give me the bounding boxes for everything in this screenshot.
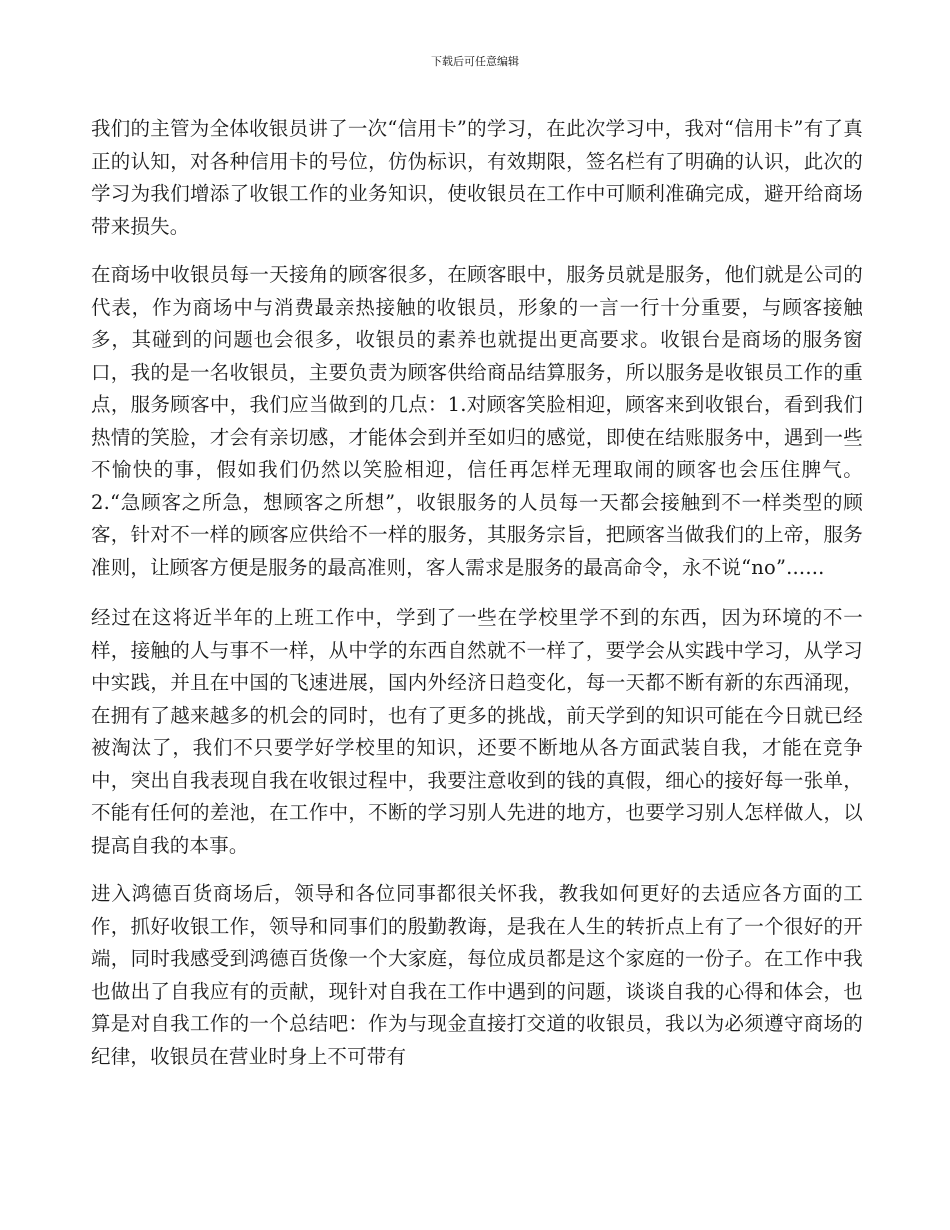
document-body — [91, 113, 863, 1089]
paragraph-2: 在商场中收银员每一天接角的顾客很多，在顾客眼中，服务员就是服务，他们就是公司的代表，作为商场中与消费最亲热接触的收银员，形象的一言一行十分重要，与顾客接触多，其碰到的问题也会很多，收银员的素养也就提出更高要求。收银台是商场的服务窗口，我的是一名收银员，主要负责为顾客供给商品结算服务，所以服务是收银员工作的重点，服务顾客中，我们应当做到的几点：1.对顾客笑脸相迎，顾客来到收银台，看到我们热情的笑脸，才会有亲切感，才能体会到并至如归的感觉，即使在结账服务中，遇到一些不愉快的事，假如我们仍然以笑脸相迎，信任再怎样无理取闹的顾客也会压住脾气。2.“急顾客之所急，想顾客之所想”，收银服务的人员每一天都会接触到不一样类型的顾客，针对不一样的顾客应供给不一样的服务，其服务宗旨，把顾客当做我们的上帝，服务准则，让顾客方便是服务的最高准则，客人需求是服务的最高命令，永不说“no”...... — [91, 263, 863, 579]
paragraph-1: 我们的主管为全体收银员讲了一次“信用卡”的学习，在此次学习中，我对“信用卡”有了真正的认知，对各种信用卡的号位，仿伪标识，有效期限，签名栏有了明确的认识，此次的学习为我们增添了收银工作的业务知识，使收银员在工作中可顺利准确完成，避开给商场带来损失。 — [91, 117, 863, 238]
paragraph-3: 经过在这将近半年的上班工作中，学到了一些在学校里学不到的东西，因为环境的不一样，接触的人与事不一样，从中学的东西自然就不一样了，要学会从实践中学习，从学习中实践，并且在中国的飞速进展，国内外经济日趋变化，每一天都不断有新的东西涌现，在拥有了越来越多的机会的同时，也有了更多的挑战，前天学到的知识可能在今日就已经被淘汰了，我们不只要学好学校里的知识，还要不断地从各方面武装自我，才能在竞争中，突出自我表现自我在收银过程中，我要注意收到的钱的真假，细心的接好每一张单，不能有任何的差池，在工作中，不断的学习别人先进的地方，也要学习别人怎样做人，以提高自我的本事。 — [91, 606, 863, 857]
paragraph-4: 进入鸿德百货商场后，领导和各位同事都很关怀我，教我如何更好的去适应各方面的工作，抓好收银工作，领导和同事们的殷勤教诲，是我在人生的转折点上有了一个很好的开端，同时我感受到鸿德百货像一个大家庭，每位成员都是这个家庭的一份子。在工作中我也做出了自我应有的贡献，现针对自我在工作中遇到的问题，谈谈自我的心得和体会，也算是对自我工作的一个总结吧：作为与现金直接打交道的收银员，我以为必须遵守商场的纪律，收银员在营业时身上不可带有 — [91, 882, 863, 1068]
page-header: 下载后可任意编辑 — [431, 55, 519, 68]
